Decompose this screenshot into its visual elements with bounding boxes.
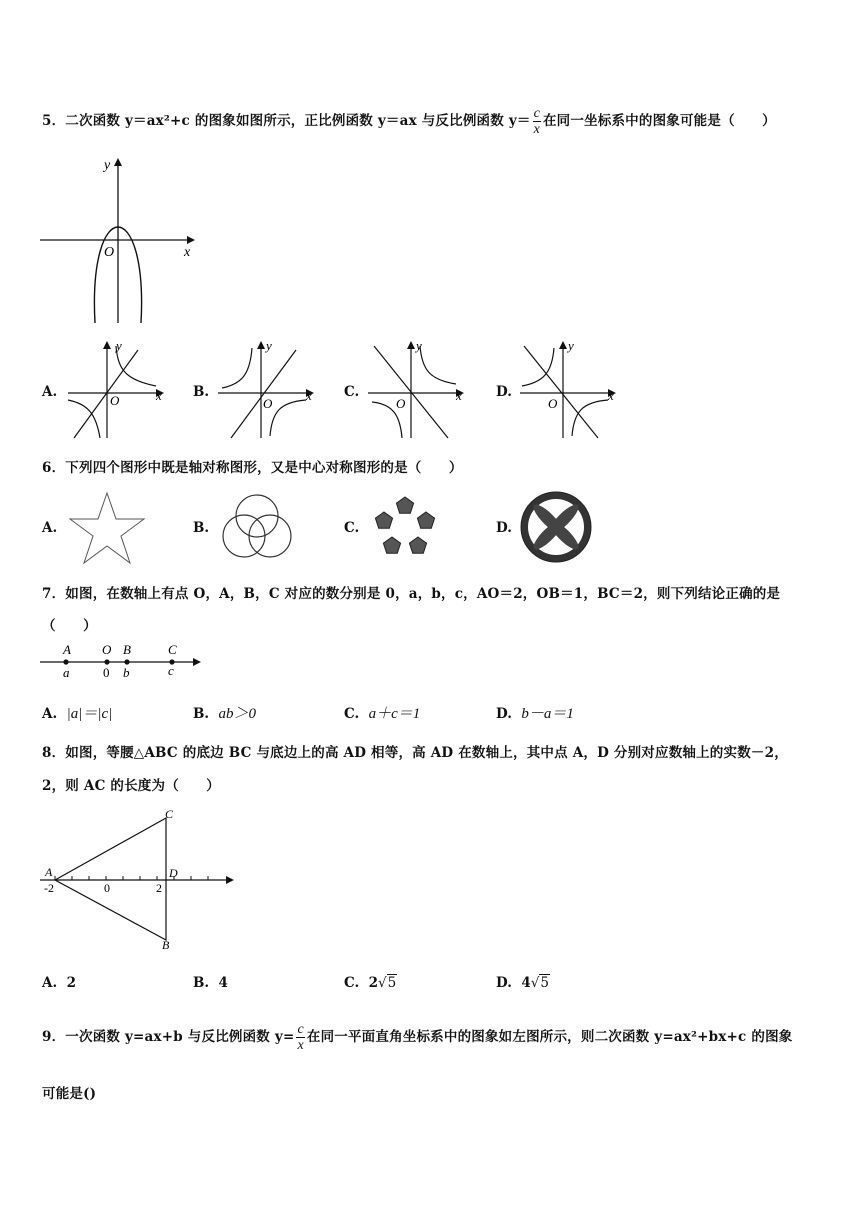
svg-text:O: O [263,396,273,411]
svg-text:A: A [63,642,71,657]
q5-option-b[interactable]: B. [193,384,210,400]
svg-text:2: 2 [156,881,162,895]
question-9-stem-line2: 可能是() [42,1086,97,1102]
x-axis-label: x [184,245,191,260]
fraction-c-over-x: $\frac{c}{x}$ [533,106,540,137]
svg-text:0: 0 [104,881,110,895]
question-8-stem-line2: 2，则 AC 的长度为（ ） [42,778,221,794]
svg-text:a: a [63,665,70,680]
q5-parabola-graph [38,155,198,325]
svg-text:-2: -2 [44,881,54,895]
svg-text:y: y [116,338,122,353]
q5-option-a[interactable]: A. [42,384,58,400]
q7-option-b[interactable]: B. ab＞0 [193,706,257,722]
svg-text:x: x [156,388,162,403]
q9-text-part1: 9．一次函数 y=ax+b 与反比例函数 y= [42,1029,295,1045]
q6-option-a[interactable]: A. [42,520,58,536]
question-5-stem [42,106,776,137]
origin-label: O [104,245,115,260]
q5-graph-d[interactable] [518,338,622,440]
svg-text:b: b [123,665,130,680]
svg-text:x: x [608,388,614,403]
svg-text:D: D [169,866,178,880]
q7-option-a[interactable]: A. |a|＝|c| [42,706,113,722]
question-8-stem: 8．如图，等腰△ABC 的底边 BC 与底边上的高 AD 相等，高 AD 在数轴上，其中点 A，D 分别对应数轴上的实数－2， [42,745,788,761]
q6-three-circles-figure[interactable] [216,489,298,565]
svg-text:c: c [168,663,174,678]
q7-number-line [38,640,208,682]
svg-text:C: C [165,807,174,821]
svg-text:B: B [162,938,170,952]
svg-text:O: O [102,642,112,657]
question-9-stem [42,1022,792,1053]
q6-circle-petals-figure[interactable] [518,489,594,565]
question-6-stem: 6．下列四个图形中既是轴对称图形，又是中心对称图形的是（ ） [42,460,463,476]
svg-text:B: B [123,642,131,657]
q6-pentagons-figure[interactable] [370,493,440,559]
q6-option-d[interactable]: D. [496,520,512,536]
svg-text:0: 0 [103,665,110,680]
q6-option-b[interactable]: B. [193,520,210,536]
svg-text:y: y [266,338,272,353]
q5-text-part2: 在同一坐标系中的图象可能是（ ） [542,113,776,129]
q7-option-d[interactable]: D. b－a＝1 [496,706,574,722]
svg-text:O: O [548,396,558,411]
svg-text:y: y [568,338,574,353]
q5-text-part1: 5．二次函数 y＝ax²+c 的图象如图所示，正比例函数 y＝ax 与反比例函数 y＝ [42,113,531,129]
q5-graph-a[interactable] [66,338,170,440]
svg-text:A: A [45,865,53,879]
q6-star-figure[interactable] [66,489,148,565]
fraction-c-over-x: $\frac{c}{x}$ [297,1022,304,1053]
q5-graph-b[interactable] [216,338,320,440]
q8-option-b[interactable]: B. 4 [193,975,228,991]
q8-option-d[interactable]: D. 4√5 [496,975,549,991]
q8-triangle-figure [38,806,242,952]
question-7-stem-line2: （ ） [42,618,97,634]
svg-text:y: y [416,338,422,353]
svg-text:C: C [168,642,177,657]
svg-text:O: O [110,393,120,408]
q5-graph-c[interactable] [366,338,470,440]
svg-text:O: O [396,396,406,411]
q8-option-c[interactable]: C. 2√5 [344,975,397,991]
y-axis-label: y [104,158,111,173]
svg-text:x: x [306,388,312,403]
q9-text-part2: 在同一平面直角坐标系中的图象如左图所示，则二次函数 y=ax²+bx+c 的图象 [306,1029,793,1045]
q6-option-c[interactable]: C. [344,520,360,536]
q5-option-d[interactable]: D. [496,384,512,400]
q5-option-c[interactable]: C. [344,384,360,400]
q8-option-a[interactable]: A. 2 [42,975,76,991]
question-7-stem: 7．如图，在数轴上有点 O，A，B，C 对应的数分别是 0，a，b，c，AO＝2，OB＝1，BC＝2，则下列结论正确的是 [42,586,781,602]
svg-text:x: x [456,388,462,403]
q7-option-c[interactable]: C. a＋c＝1 [344,706,421,722]
